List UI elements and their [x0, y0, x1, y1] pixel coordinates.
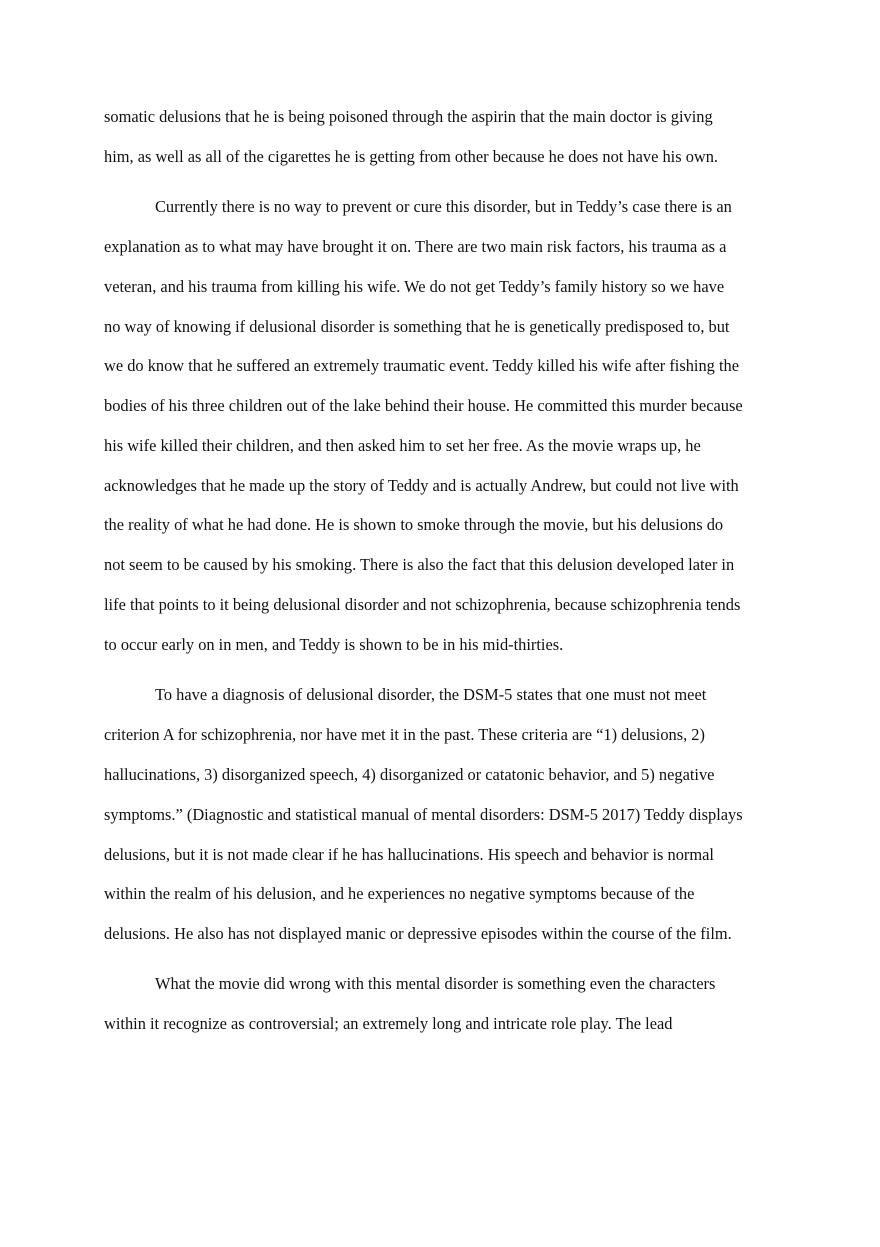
paragraph-2-line-7: his wife killed their children, and then asked him to set her free. As the movie wraps up, he [104, 436, 701, 455]
paragraph-3-line-2: criterion A for schizophrenia, nor have met it in the past. These criteria are “1) delusions, 2) [104, 725, 705, 744]
paragraph-3-line-4: symptoms.” (Diagnostic and statistical manual of mental disorders: DSM-5 2017) Teddy displays [104, 805, 743, 824]
paragraph-2-line-6: bodies of his three children out of the lake behind their house. He committed this murder because [104, 396, 743, 415]
paragraph-3-line-3: hallucinations, 3) disorganized speech, 4) disorganized or catatonic behavior, and 5) negative [104, 765, 715, 784]
paragraph-1-line-1: somatic delusions that he is being poisoned through the aspirin that the main doctor is giving [104, 107, 713, 126]
paragraph-2-line-4: no way of knowing if delusional disorder is something that he is genetically predisposed to, but [104, 317, 730, 336]
paragraph-2-line-10: not seem to be caused by his smoking. There is also the fact that this delusion developed later in [104, 555, 735, 574]
paragraph-2-line-11: life that points to it being delusional disorder and not schizophrenia, because schizophrenia tends [104, 595, 741, 614]
paragraph-3-line-6: within the realm of his delusion, and he experiences no negative symptoms because of the [104, 884, 695, 903]
paragraph-2-line-1: Currently there is no way to prevent or cure this disorder, but in Teddy’s case there is an [155, 197, 732, 216]
paragraph-2-line-5: we do know that he suffered an extremely traumatic event. Teddy killed his wife after fishing the [104, 356, 739, 375]
paragraph-2-line-2: explanation as to what may have brought it on. There are two main risk factors, his trauma as a [104, 237, 727, 256]
paragraph-3-line-1: To have a diagnosis of delusional disorder, the DSM-5 states that one must not meet [155, 685, 707, 704]
paragraph-3-line-7: delusions. He also has not displayed manic or depressive episodes within the course of the film. [104, 924, 732, 943]
paragraph-4-line-1: What the movie did wrong with this mental disorder is something even the characters [155, 974, 716, 993]
paragraph-3-line-5: delusions, but it is not made clear if he has hallucinations. His speech and behavior is normal [104, 845, 714, 864]
paragraph-2-line-12: to occur early on in men, and Teddy is shown to be in his mid-thirties. [104, 635, 564, 654]
paragraph-4-line-2: within it recognize as controversial; an extremely long and intricate role play. The lead [104, 1014, 673, 1033]
paragraph-2-line-9: the reality of what he had done. He is shown to smoke through the movie, but his delusions do [104, 515, 724, 534]
paragraph-1-line-2: him, as well as all of the cigarettes he is getting from other because he does not have his own. [104, 147, 719, 166]
paragraph-2-line-3: veteran, and his trauma from killing his wife. We do not get Teddy’s family history so we have [104, 277, 725, 296]
paragraph-2-line-8: acknowledges that he made up the story of Teddy and is actually Andrew, but could not live with [104, 476, 739, 495]
